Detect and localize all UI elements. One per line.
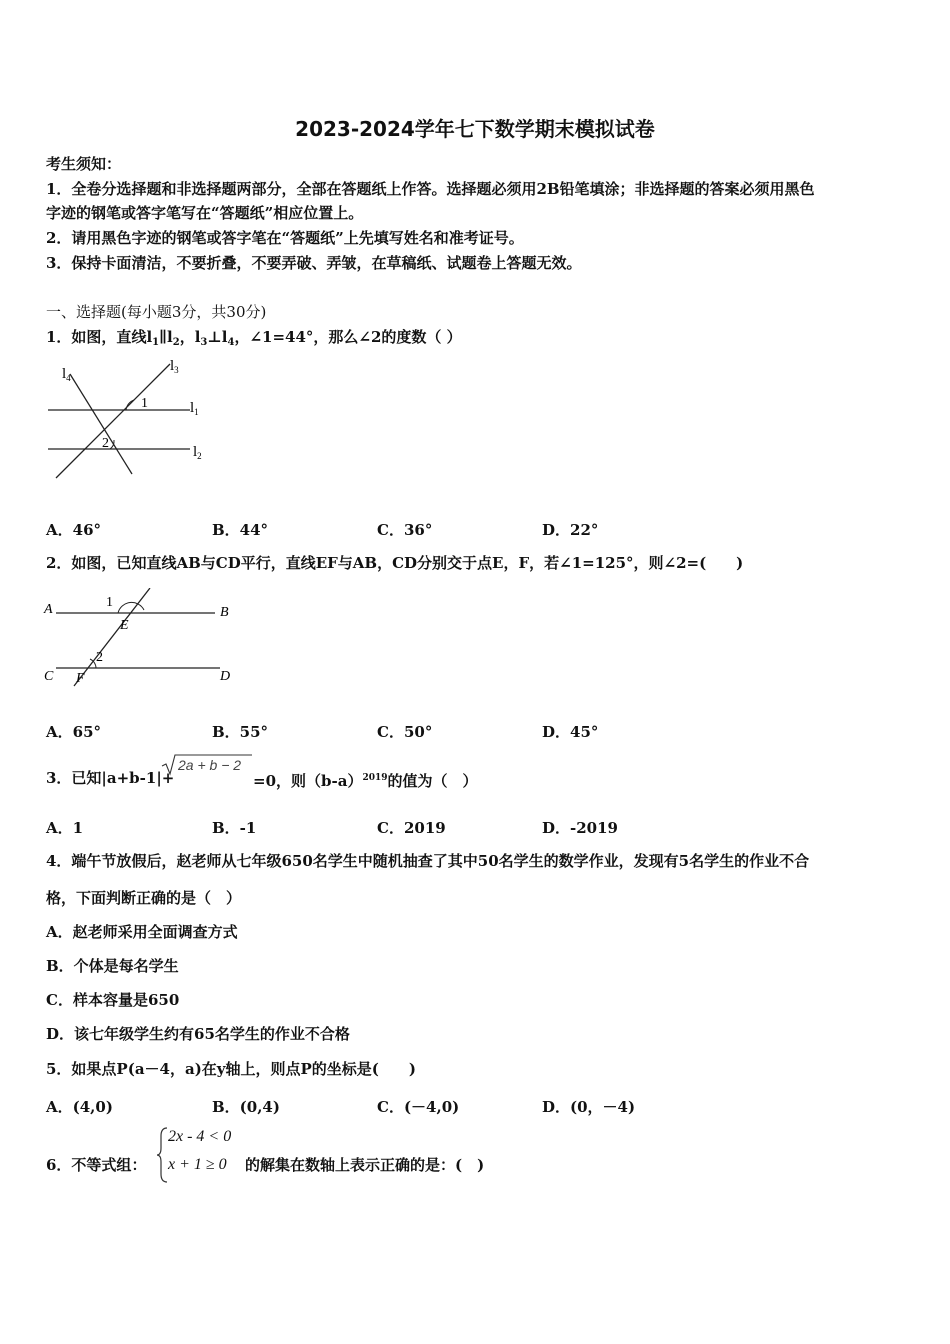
question-1-figure [40, 356, 220, 488]
question-4-line-2: 格，下面判断正确的是（ ） [46, 889, 242, 907]
q5-option-b: B．(0,4) [212, 1098, 280, 1116]
q3-option-d: D．-2019 [542, 819, 618, 837]
q3-option-b: B．-1 [212, 819, 257, 837]
label-c: C [44, 669, 54, 684]
question-5-text: 5．如果点P(a－4，a)在y轴上，则点P的坐标是( ) [46, 1060, 416, 1078]
label-a: A [44, 602, 53, 617]
q5-option-d: D．(0，－4) [542, 1098, 636, 1116]
q2-option-c: C．50° [377, 723, 433, 741]
label-d: D [220, 669, 231, 684]
angle-1-label: 1 [106, 595, 113, 610]
label-l4: $l_4$ [62, 366, 71, 383]
inequality-2: x + 1 ≥ 0 [168, 1156, 227, 1173]
q4-option-b: B．个体是每名学生 [46, 957, 179, 975]
q2-option-a: A．65° [46, 723, 102, 741]
label-l3: $l_3$ [170, 358, 179, 375]
inequality-1: 2x - 4 < 0 [168, 1128, 232, 1145]
notice-item-2: 2．请用黑色字迹的钢笔或答字笔在“答题纸”上先填写姓名和准考证号。 [46, 229, 524, 247]
notice-item-1-line-1: 1．全卷分选择题和非选择题两部分，全部在答题纸上作答。选择题必须用2B铅笔填涂；非选择题的答案必须用黑色 [46, 180, 815, 198]
q3-option-c: C．2019 [377, 819, 446, 837]
q1-option-a: A．46° [46, 521, 102, 539]
q5-option-a: A．(4,0) [46, 1098, 113, 1116]
notice-item-3: 3．保持卡面清洁，不要折叠，不要弄破、弄皱，在草稿纸、试题卷上答题无效。 [46, 254, 582, 272]
question-2-text: 2．如图，已知直线AB与CD平行，直线EF与AB，CD分别交于点E，F，若∠1=125°，则∠2=( ) [46, 554, 744, 572]
label-e: E [120, 618, 129, 633]
section-heading-choice: 一、选择题(每小题3分，共30分) [46, 303, 267, 321]
question-3-prefix: 3．已知|a+b-1|+ [46, 769, 175, 787]
angle-2-label: 2 [96, 650, 103, 665]
q2-option-d: D．45° [542, 723, 599, 741]
question-6-prefix: 6．不等式组： [46, 1156, 147, 1174]
notice-item-1-line-2: 字迹的钢笔或答字笔写在“答题纸”相应位置上。 [46, 204, 364, 222]
notice-heading: 考生须知： [46, 155, 122, 173]
q1-option-b: B．44° [212, 521, 269, 539]
question-4-line-1: 4．端午节放假后，赵老师从七年级650名学生中随机抽查了其中50名学生的数学作业，发现有5名学生的作业不合 [46, 852, 810, 870]
angle-1-label: 1 [141, 396, 148, 411]
q1-option-d: D．22° [542, 521, 599, 539]
label-f: F [76, 671, 85, 686]
q4-option-a: A．赵老师采用全面调查方式 [46, 923, 238, 941]
question-6-suffix: 的解集在数轴上表示正确的是：( ) [245, 1156, 485, 1174]
brace-symbol [155, 1126, 169, 1184]
question-3-rest: =0，则$(b-a)^{2019}$的值为（ ） [253, 772, 478, 790]
line-l4 [70, 374, 132, 474]
question-1-text: 1．如图，直线$l_1\parallel l_2$，$l_3\perp l_4$，∠1=44°，那么∠2的度数（ ） [46, 328, 462, 348]
question-2-figure [40, 588, 240, 688]
angle-1-arc [118, 602, 144, 613]
angle-2-label: 2 [102, 436, 109, 451]
sqrt-radicand: 2a + b − 2 [178, 757, 242, 773]
q4-option-d: D．该七年级学生约有65名学生的作业不合格 [46, 1025, 350, 1043]
page-title: 2023-2024学年七下数学期末模拟试卷 [295, 117, 655, 141]
label-b: B [220, 605, 229, 620]
q2-option-b: B．55° [212, 723, 269, 741]
q3-option-a: A．1 [46, 819, 84, 837]
line-l3 [56, 364, 170, 478]
label-l2: $l_2$ [193, 444, 202, 461]
q5-option-c: C．(－4,0) [377, 1098, 460, 1116]
q4-option-c: C．样本容量是650 [46, 991, 180, 1009]
label-l1: $l_1$ [190, 400, 199, 417]
q1-option-c: C．36° [377, 521, 433, 539]
